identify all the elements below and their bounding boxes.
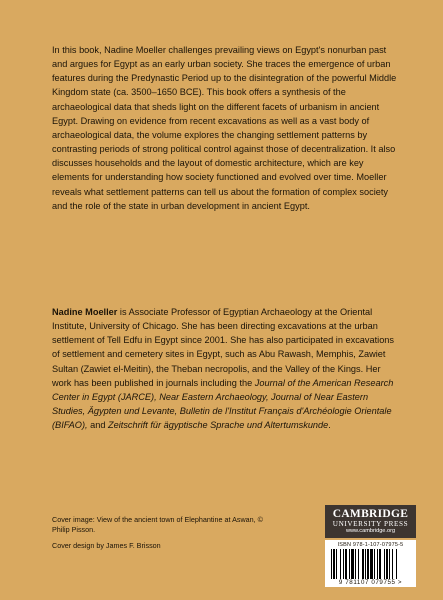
barcode-number: 9 781107 079755 > [338, 579, 403, 586]
barcode-stripe [386, 549, 388, 579]
barcode-stripe [343, 549, 344, 579]
author-name: Nadine Moeller [52, 307, 118, 317]
book-blurb: In this book, Nadine Moeller challenges prevailing views on Egypt's nonurban past and argues for Egypt as an early urban society. She traces the emergence of urban features during the Predynastic Period up to the disintegration of the powerful Middle Kingdom state (ca. 3500–1650 BCE). This book offers a synthesis of the archaeological data that sheds light on the different facets of urbanism in ancient Egypt. Drawing on evidence from recent excavations as well as a vast body of archaeological data, the volume explores the changing settlement patterns by contrasting periods of strong political control against those of decentralization. It also discusses households and the layout of domestic architecture, which are key elements for understanding how society functioned and evolved over time. Moeller reveals what settlement patterns can tell us about the formation of complex society and the role of the state in urban development in ancient Egypt. [52, 45, 397, 211]
barcode-stripe [349, 549, 350, 579]
bio-text-2: and [87, 420, 108, 431]
barcode-stripe [351, 549, 354, 579]
barcode-stripe [370, 549, 373, 579]
journal-list: Journal of the American Research Center in Egypt (JARCE), Near Eastern Archaeology, Journal of Near Eastern Studies, Ägypten und Levante, Bulletin de l'Institut Français d'Archéologie Orientale (BIFAO), [52, 377, 394, 431]
barcode-bars [331, 549, 410, 579]
barcode-stripe [365, 549, 366, 579]
barcode-stripe [333, 549, 335, 579]
barcode-stripe [396, 549, 397, 579]
barcode-stripe [367, 549, 369, 579]
barcode [325, 540, 416, 587]
barcode-stripe [336, 549, 337, 579]
barcode-stripe [384, 549, 385, 579]
publisher-press: UNIVERSITY PRESS [332, 520, 409, 528]
barcode-stripe [379, 549, 381, 579]
author-bio [52, 305, 397, 432]
barcode-stripe [331, 549, 332, 579]
cover-design-credit: Cover design by James F. Brisson [52, 541, 161, 550]
barcode-stripe [355, 549, 356, 579]
bio-text-1: is Associate Professor of Egyptian Archaeology at the Oriental Institute, University of Chicago. She has been directing excavations at the urban settlement of Tell Edfu in Egypt since 2001. She has also participated in excavations of settlement and cemetery sites in Egypt, such as Abu Rawash, Memphis, Zawiet Sultan (Zawiet el-Meitin), the Theban necropolis, and the Valley of the Kings. Her work has been published in journals including the [52, 307, 395, 388]
barcode-stripe [362, 549, 364, 579]
cover-image-credit: Cover image: View of the ancient town of Elephantine at Aswan, © Philip Pisson. [52, 515, 263, 534]
publisher-url: www.cambridge.org [345, 528, 396, 534]
barcode-stripe [374, 549, 375, 579]
journal-zeitschrift: Zeitschrift für ägyptische Sprache und Altertumskunde [108, 420, 329, 431]
barcode-stripe [377, 549, 378, 579]
barcode-stripe [392, 549, 393, 579]
publisher-logo [325, 505, 416, 538]
barcode-stripe [340, 549, 341, 579]
barcode-stripe [389, 549, 390, 579]
isbn-label: ISBN 978-1-107-07975-5 [337, 542, 404, 548]
barcode-stripe [345, 549, 347, 579]
publisher-name: CAMBRIDGE [332, 508, 409, 520]
barcode-stripe [358, 549, 359, 579]
bio-text-3: . [328, 420, 331, 431]
